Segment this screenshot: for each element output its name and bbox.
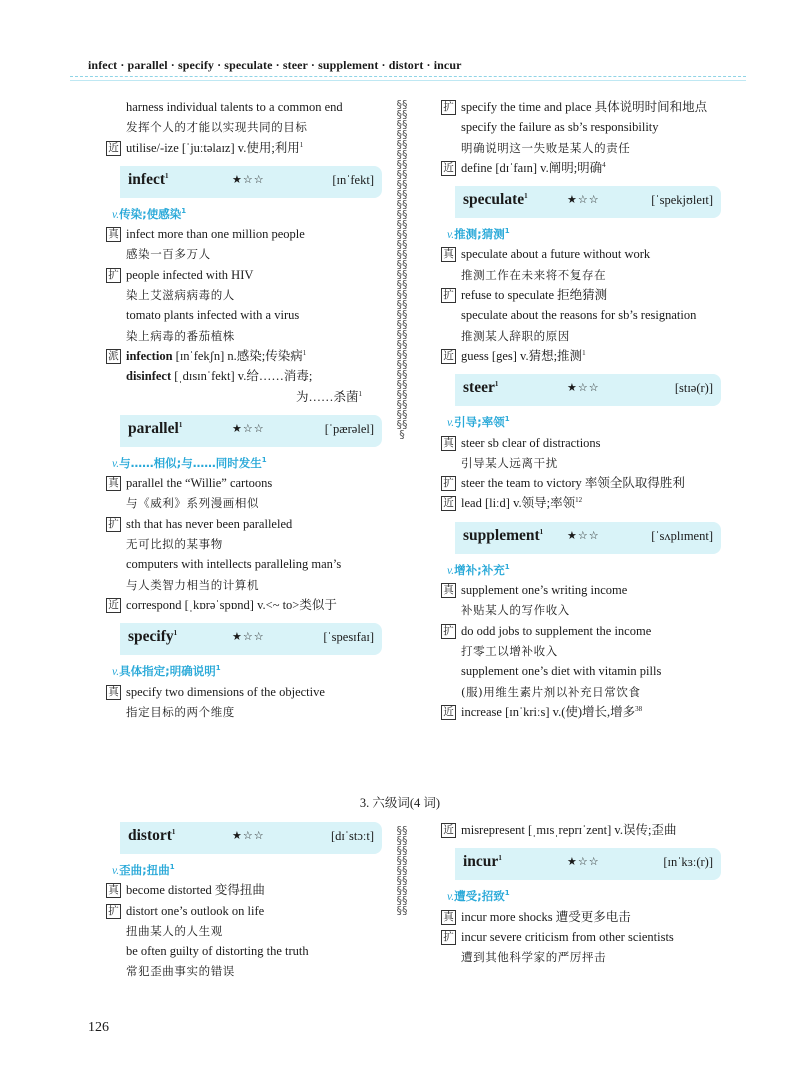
example-line [106,473,382,493]
word-entry-speculate [455,186,721,218]
column-divider-bottom: §§§§§§§§§§§§§§§§§§ [396,826,408,917]
example-line [441,947,721,967]
line-text: refuse to speculate 拒绝猜测 [461,288,608,303]
phonetic: [ˈspekjʊleɪt] [651,193,713,208]
tag-label: 近 [106,598,121,613]
word-entry-parallel [120,415,382,447]
line-text: 指定目标的两个维度 [126,704,235,719]
tag-label: 真 [441,910,456,925]
example-line [106,244,382,264]
tag-label: 真 [106,685,121,700]
line-text: 推测某人辞职的原因 [461,328,570,343]
headword: speculate$^1$ [463,191,528,209]
headword: parallel$^1$ [128,419,183,437]
near-synonym-line: 近 misrepresent [ˌmɪsˌreprɪˈzent] v.误传;歪曲 [441,820,721,840]
headword: supplement$^1$ [463,526,544,544]
column-divider-top: §§§§§§§§§§§§§§§§§§§§§§§§§§§§§§§§§§§§§§§§§§§§§§§§§§§§§§§§§§§§§§§§§§§ [396,100,408,441]
star-rating: ★☆☆ [232,829,265,842]
near-synonym-line: 近 guess [ges] v.猜想;推测$^1$ [441,346,721,366]
meaning-line: v.推测;猜测$^1$ [447,227,510,242]
tag-label: 真 [106,227,121,242]
word-entry-supplement [455,522,721,554]
line-text: specify the failure as sb’s responsibility [461,120,659,135]
example-line [441,682,721,702]
tag-label: 扩 [441,624,456,639]
meaning-line: v.歪曲;扭曲$^1$ [112,863,175,877]
line-text: incur severe criticism from other scientists [461,929,674,944]
derived-line: disinfect [ˌdɪsɪnˈfekt] v.给……消毒; [126,369,313,384]
line-text: 打零工以增补收入 [461,643,558,658]
tag-derived: 派 [106,349,121,364]
right-column-top [441,97,721,722]
example-line [106,595,382,615]
star-rating: ★☆☆ [567,381,600,395]
page-header-title: infect · parallel · specify · speculate · steer · supplement · distort · incur [88,58,462,72]
line-text: steer sb clear of distractions [461,435,601,450]
line-text: speculate about a future without work [461,247,651,262]
example-line [106,921,382,941]
near-synonym-line: 近 increase [ɪnˈkriːs] v.(使)增长,增多$^{38}$ [441,702,721,722]
headword: distort$^1$ [128,827,176,844]
line-text: computers with intellects paralleling man’s [126,557,342,572]
example-line [441,244,721,264]
line-text: 扭曲某人的人生观 [126,923,223,938]
headword: incur$^1$ [463,853,502,871]
example-line [106,682,382,702]
line-text: specify two dimensions of the objective [126,684,325,699]
star-rating: ★☆☆ [567,855,600,869]
example-line [441,326,721,346]
line-text: supplement one’s writing income [461,583,628,598]
line-text: parallel the “Willie” cartoons [126,476,273,491]
tag-label: 真 [106,883,121,898]
example-line [441,117,721,137]
line-text: tomato plants infected with a virus [126,308,300,323]
star-rating: ★☆☆ [232,172,265,186]
line-text: 补贴某人的写作收入 [461,603,570,618]
phonetic: [ɪnˈkɜː(r)] [663,855,713,870]
line-text: 引导某人远离干扰 [461,455,558,470]
line-text: 常犯歪曲事实的错误 [126,964,235,979]
star-rating: ★☆☆ [567,193,600,207]
phonetic: [ˈspesɪfaɪ] [323,630,374,645]
line-text: 染上艾滋病病毒的人 [126,288,235,303]
line-text: 感染一百多万人 [126,247,211,262]
line-text: incur more shocks 遭受更多电击 [461,909,631,924]
line-text: (服)用维生素片剂以补充日常饮食 [461,684,641,699]
right-column-bottom [441,820,721,967]
left-column-top [106,97,382,722]
headword: specify$^1$ [128,628,178,646]
tag-label: 真 [441,436,456,451]
line-text: speculate about the reasons for sb’s resignation [461,308,697,323]
meaning-line: v.与……相似;与……同时发生$^1$ [112,455,267,470]
line-text: infect more than one million people [126,227,305,242]
meaning-line: v.传染;使感染$^1$ [112,206,187,221]
example-line [441,265,721,285]
derived-line: 派 infection [ɪnˈfekʃn] n.感染;传染病$^1$ [106,346,382,366]
line-text: distort one’s outlook on life [126,903,265,918]
example-line [106,224,382,244]
tag-label: 扩 [441,100,456,115]
line-text: 推测工作在未来将不复存在 [461,267,607,282]
tag-label: 扩 [106,517,121,532]
tag-label: 扩 [441,476,456,491]
example-line [441,661,721,681]
example-line [441,433,721,453]
example-line [441,600,721,620]
line-text: 与人类智力相当的计算机 [126,577,260,592]
phonetic: [ˈpærəlel] [324,421,374,436]
near-synonym-line: 近 define [dɪˈfaɪn] v.阐明;明确$^4$ [441,158,721,178]
left-column-bottom [106,822,382,982]
word-entry-steer [455,374,721,406]
example-line [106,493,382,513]
star-rating: ★☆☆ [567,528,600,542]
header-rule [70,76,746,77]
meaning-line: v.增补;补充$^1$ [447,562,510,577]
header-rule [70,80,746,81]
example-line [441,621,721,641]
example-line [106,514,382,534]
meaning-line: v.具体指定;明确说明$^1$ [112,664,221,679]
line-text: become distorted 变得扭曲 [126,883,265,898]
example-line [106,305,382,325]
phonetic: [stɪə(r)] [674,381,713,396]
example-line [106,941,382,961]
line-text: supplement one’s diet with vitamin pills [461,664,662,679]
tag-label: 真 [441,247,456,262]
line-text: be often guilty of distorting the truth [126,944,309,959]
section-title: 3. 六级词(4 词) [359,796,441,810]
tag-near: 近 [106,141,121,156]
phonetic: [ˈsʌplɪment] [651,528,713,543]
example-line: harness individual talents to a common end [126,100,343,114]
example-line [106,880,382,900]
example-line [441,97,721,117]
example-line [441,285,721,305]
example-line [441,453,721,473]
example-line [441,907,721,927]
tag-label: 扩 [106,268,121,283]
page-number: 126 [88,1020,109,1035]
example-line [106,326,382,346]
line-text: specify the time and place 具体说明时间和地点 [461,100,708,114]
tag-label: 扩 [441,930,456,945]
meaning-line: v.遭受;招致$^1$ [447,889,510,904]
example-line [106,554,382,574]
example-line [106,534,382,554]
phonetic: [ɪnˈfekt] [332,172,374,187]
word-entry-distort [120,822,382,854]
example-line [106,702,382,722]
example-line [441,473,721,493]
line-text: steer the team to victory 率领全队取得胜利 [461,476,685,491]
tag-label: 扩 [441,288,456,303]
example-line [441,641,721,661]
meaning-line: v.引导;率领$^1$ [447,415,510,430]
line-text: do odd jobs to supplement the income [461,623,652,638]
example-line [106,961,382,981]
word-entry-incur [455,848,721,880]
tag-label: 扩 [106,904,121,919]
line-text: 明确说明这一失败是某人的责任 [461,140,631,155]
example-line [106,901,382,921]
example-line [106,285,382,305]
example-line [106,575,382,595]
line-text: 无可比拟的某事物 [126,537,223,552]
near-synonym-line: 近 lead [liːd] v.领导;率领$^{12}$ [441,493,721,513]
example-line [441,305,721,325]
line-text: sth that has never been paralleled [126,516,293,531]
word-entry-infect [120,166,382,198]
line-text: 与《威利》系列漫画相似 [126,496,260,511]
example-line [106,265,382,285]
line-text: people infected with HIV [126,267,254,282]
line-text: correspond [ˌkɒrəˈspɒnd] v.<~ to>类似于 [126,597,337,612]
tag-label: 真 [106,476,121,491]
example-translation: 发挥个人的才能以实现共同的目标 [126,120,308,135]
derived-line-cont: 为……杀菌$^1$ [295,389,362,404]
example-line [441,580,721,600]
near-synonym-line: 近 utilise/-ize [ˈjuːtəlaɪz] v.使用;利用$^1$ [106,138,382,158]
star-rating: ★☆☆ [232,421,265,435]
example-line [441,138,721,158]
tag-label: 真 [441,583,456,598]
example-line [441,927,721,947]
word-entry-specify [120,623,382,655]
star-rating: ★☆☆ [232,630,265,644]
headword: steer$^1$ [463,379,499,397]
line-text: 染上病毒的番茄植株 [126,328,235,343]
headword: infect$^1$ [128,170,169,188]
phonetic: [dɪˈstɔːt] [330,829,374,843]
line-text: 遭到其他科学家的严厉抨击 [461,950,607,965]
